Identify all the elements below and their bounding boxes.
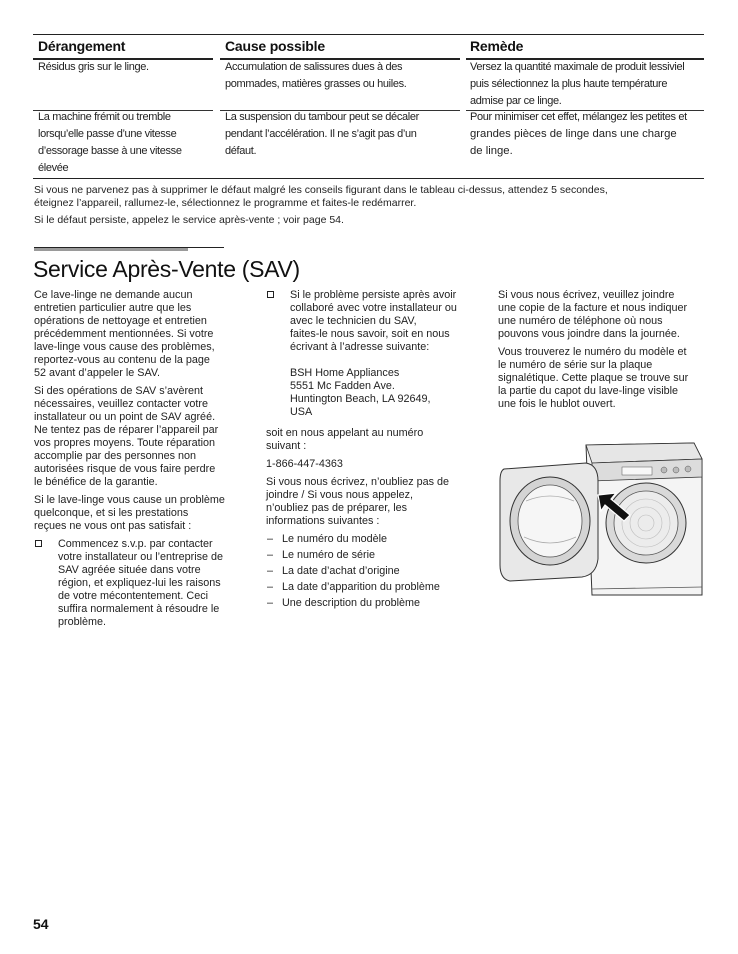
line: problème. xyxy=(58,616,107,628)
postal-address xyxy=(266,367,476,419)
section-title: Service Après-Vente (SAV) xyxy=(33,256,300,282)
cell-line: pendant l’accélération. Il ne s’agit pas d’un xyxy=(225,128,417,140)
address-line: 5551 Mc Fadden Ave. xyxy=(290,380,395,392)
troubleshoot-note xyxy=(34,184,704,210)
paragraph-problem xyxy=(34,494,244,533)
line: le numéro de série sur la plaque xyxy=(498,359,653,371)
table-row-2-cause xyxy=(225,109,461,160)
line: vos propres moyens. Toute réparation xyxy=(34,437,216,449)
table-row-1-symptom xyxy=(38,59,216,76)
line: région, et expliquez-lui les raisons xyxy=(58,577,221,589)
cell-line: Versez la quantité maximale de produit lessiviel xyxy=(470,61,685,73)
troubleshoot-note-2: Si le défaut persiste, appelez le service après-vente ; voir page 54. xyxy=(34,214,344,226)
checkbox-bullet-icon xyxy=(267,291,274,298)
line: SAV agréée située dans votre xyxy=(58,564,201,576)
line: entretien particulier autre que les xyxy=(34,302,192,314)
column-3 xyxy=(498,289,708,416)
line: une fois le hublot ouvert. xyxy=(498,398,616,410)
note-line: Si vous ne parvenez pas à supprimer le défaut malgré les conseils figurant dans le tableau ci-dessus, attendez 5 secondes, xyxy=(34,184,608,196)
line: faites-le nous savoir, soit en nous xyxy=(290,328,450,340)
line: Si vous nous écrivez, veuillez joindre xyxy=(498,289,675,301)
list-item-text: La date d’achat d’origine xyxy=(282,565,400,577)
line: une numéro de téléphone où nous xyxy=(498,315,663,327)
line: joindre / Si vous nous appelez, xyxy=(266,489,414,501)
cell-line: lorsqu’elle passe d’une vitesse xyxy=(38,128,177,140)
page-number: 54 xyxy=(33,916,49,932)
list-item xyxy=(266,533,476,546)
list-item-text: La date d’apparition du problème xyxy=(282,581,440,593)
washer-illustration xyxy=(496,441,706,597)
line: n’oubliez pas de préparer, les xyxy=(266,502,408,514)
line: lave-linge vous cause des problèmes, xyxy=(34,341,215,353)
cell-line: La suspension du tambour peut se décaler xyxy=(225,111,419,123)
line: votre installateur ou l’entreprise de xyxy=(58,551,224,563)
line: reportez-vous au contenu de la page xyxy=(34,354,210,366)
paragraph-rating-plate xyxy=(498,346,708,411)
cell-line: pommades, matières grasses ou huiles. xyxy=(225,78,407,90)
cell-line: élevée xyxy=(38,162,69,174)
header-cause: Cause possible xyxy=(225,38,325,54)
note-line: éteignez l’appareil, rallumez-le, sélectionnez le programme et faites-le redémarrer. xyxy=(34,197,417,209)
table-bottom-rule xyxy=(33,178,704,179)
line: 52 avant d’appeler le SAV. xyxy=(34,367,161,379)
list-item-text: Le numéro du modèle xyxy=(282,533,388,545)
line: Vous trouverez le numéro du modèle et xyxy=(498,346,687,358)
line: Ne tentez pas de réparer l’appareil par xyxy=(34,424,219,436)
line: Ce lave-linge ne demande aucun xyxy=(34,289,193,301)
line: précédemment mentionnées. Si votre xyxy=(34,328,214,340)
address-line: USA xyxy=(290,406,313,418)
line: la partie du capot du lave-linge visible xyxy=(498,385,679,397)
cell-line: grandes pièces de linge dans une charge xyxy=(470,128,677,140)
cell-line: de linge. xyxy=(470,145,513,157)
cell-line: Accumulation de salissures dues à des xyxy=(225,61,403,73)
cell-line: d’essorage basse à une vitesse xyxy=(38,145,182,157)
checkbox-bullet-icon xyxy=(35,540,42,547)
column-1 xyxy=(34,289,244,629)
cell-line: admise par ce linge. xyxy=(470,95,562,107)
dash-marker: – xyxy=(267,549,274,561)
dash-marker: – xyxy=(267,581,274,593)
line: autorisées risque de vous faire perdre xyxy=(34,463,216,475)
phone-number: 1-866-447-4363 xyxy=(266,458,343,470)
table-row-2-remedy xyxy=(470,109,704,160)
info-list xyxy=(266,533,476,610)
table-row-1-cause xyxy=(225,59,461,93)
line: opérations de nettoyage et entretien xyxy=(34,315,207,327)
line: Commencez s.v.p. par contacter xyxy=(58,538,213,550)
dash-marker: – xyxy=(267,597,274,609)
paragraph-invoice xyxy=(498,289,708,341)
line: Si des opérations de SAV s’avèrent xyxy=(34,385,204,397)
cell-line: La machine frémit ou tremble xyxy=(38,111,171,123)
header-derangement: Dérangement xyxy=(38,38,126,54)
header-remede: Remède xyxy=(470,38,524,54)
column-2 xyxy=(266,289,476,613)
line: Si le problème persiste après avoir xyxy=(290,289,457,301)
table-top-rule xyxy=(33,34,704,35)
line: écrivant à l’adresse suivante: xyxy=(290,341,430,353)
line: suffira normalement à résoudre le xyxy=(58,603,220,615)
line: reçues ne vous ont pas satisfait : xyxy=(34,520,192,532)
arrow-icon xyxy=(594,489,634,523)
address-line: Huntington Beach, LA 92649, xyxy=(290,393,431,405)
dash-marker: – xyxy=(267,533,274,545)
paragraph-sav xyxy=(34,385,244,489)
line: informations suivantes : xyxy=(266,515,380,527)
line: avec le technicien du SAV, xyxy=(290,315,417,327)
line: accomplie par des personnes non xyxy=(34,450,197,462)
list-item xyxy=(266,565,476,578)
dash-marker: – xyxy=(267,565,274,577)
list-item-text: Le numéro de série xyxy=(282,549,376,561)
list-item xyxy=(266,549,476,562)
line: signalétique. Cette plaque se trouve sur xyxy=(498,372,689,384)
line: soit en nous appelant au numéro xyxy=(266,427,424,439)
cell-line: défaut. xyxy=(225,145,257,157)
list-item xyxy=(266,597,476,610)
table-row-1-remedy xyxy=(470,59,704,110)
table-row-2-symptom xyxy=(38,109,216,177)
line: installateur ou un point de SAV agréé. xyxy=(34,411,216,423)
line: Si le lave-linge vous cause un problème xyxy=(34,494,225,506)
bullet-problem-persists xyxy=(266,289,476,354)
line: nécessaires, veuillez contacter votre xyxy=(34,398,209,410)
bullet-contact-installer xyxy=(34,538,244,629)
list-item xyxy=(266,581,476,594)
paragraph-intro xyxy=(34,289,244,380)
cell-line: puis sélectionnez la plus haute température xyxy=(470,78,668,90)
cell-line: Résidus gris sur le linge. xyxy=(38,61,149,73)
line: Si vous nous écrivez, n’oubliez pas de xyxy=(266,476,450,488)
line: le bénéfice de la garantie. xyxy=(34,476,158,488)
line: une copie de la facture et nous indiquer xyxy=(498,302,688,314)
paragraph-prepare xyxy=(266,476,476,528)
address-line: BSH Home Appliances xyxy=(290,367,400,379)
line: collaboré avec votre installateur ou xyxy=(290,302,457,314)
list-item-text: Une description du problème xyxy=(282,597,421,609)
line: de votre mécontentement. Ceci xyxy=(58,590,209,602)
line: suivant : xyxy=(266,440,307,452)
paragraph-call xyxy=(266,427,476,453)
line: pouvons vous joindre dans la journée. xyxy=(498,328,680,340)
section-rule xyxy=(34,247,224,248)
line: quelconque, et si les prestations xyxy=(34,507,189,519)
cell-line: Pour minimiser cet effet, mélangez les petites et xyxy=(470,111,687,123)
